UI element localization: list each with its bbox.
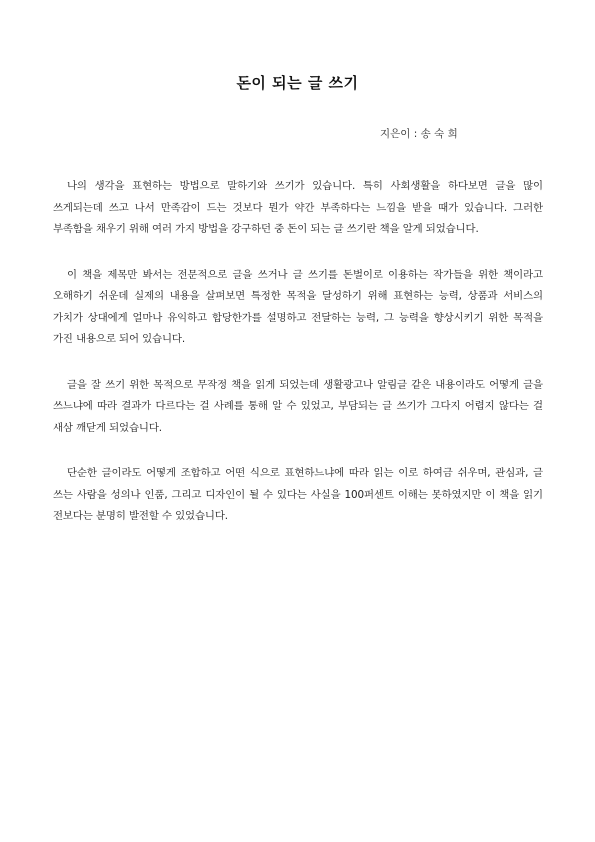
document-body xyxy=(53,176,543,552)
paragraph-3: 글을 잘 쓰기 위한 목적으로 무작정 책을 읽게 되었는데 생활광고나 알림글 같은 내용이라도 어떻게 글을 쓰느냐에 따라 결과가 다르다는 걸 사례를 통해 알 수 있었고, 부담되는 글 쓰기가 그다지 어렵지 않다는 걸 새삼 깨닫게 되었습니다. xyxy=(53,378,543,434)
document-title: 돈이 되는 글 쓰기 xyxy=(236,74,359,92)
paragraph-2: 이 책을 제목만 봐서는 전문적으로 글을 쓰거나 글 쓰기를 돈벌이로 이용하는 작가들을 위한 책이라고 오해하기 쉬운데 실제의 내용을 살펴보면 특정한 목적을 달성하기 위해 표현하는 능력, 상품과 서비스의 가치가 상대에게 얼마나 유익하고 합당한가를 설명하고 전달하는 능력, 그 능력을 향상시키기 위한 목적을 가진 내용으로 되어 있습니다. xyxy=(53,268,543,345)
author-line: 지은이 : 송 숙 희 xyxy=(380,128,458,140)
paragraph-1: 나의 생각을 표현하는 방법으로 말하기와 쓰기가 있습니다. 특히 사회생활을 하다보면 글을 많이 쓰게되는데 쓰고 나서 만족감이 드는 것보다 뭔가 약간 부족하다는 느낌을 받을 때가 있습니다. 그러한 부족함을 채우기 위해 여러 가지 방법을 강구하던 중 돈이 되는 글 쓰기란 책을 알게 되었습니다. xyxy=(53,180,543,235)
paragraph-4: 단순한 글이라도 어떻게 조합하고 어떤 식으로 표현하느냐에 따라 읽는 이로 하여금 쉬우며, 관심과, 글 쓰는 사람을 성의나 인품, 그리고 디자인이 될 수 있다는 사실을 100퍼센트 이해는 못하였지만 이 책을 읽기 전보다는 분명히 발전할 수 있었습니다. xyxy=(53,467,543,522)
